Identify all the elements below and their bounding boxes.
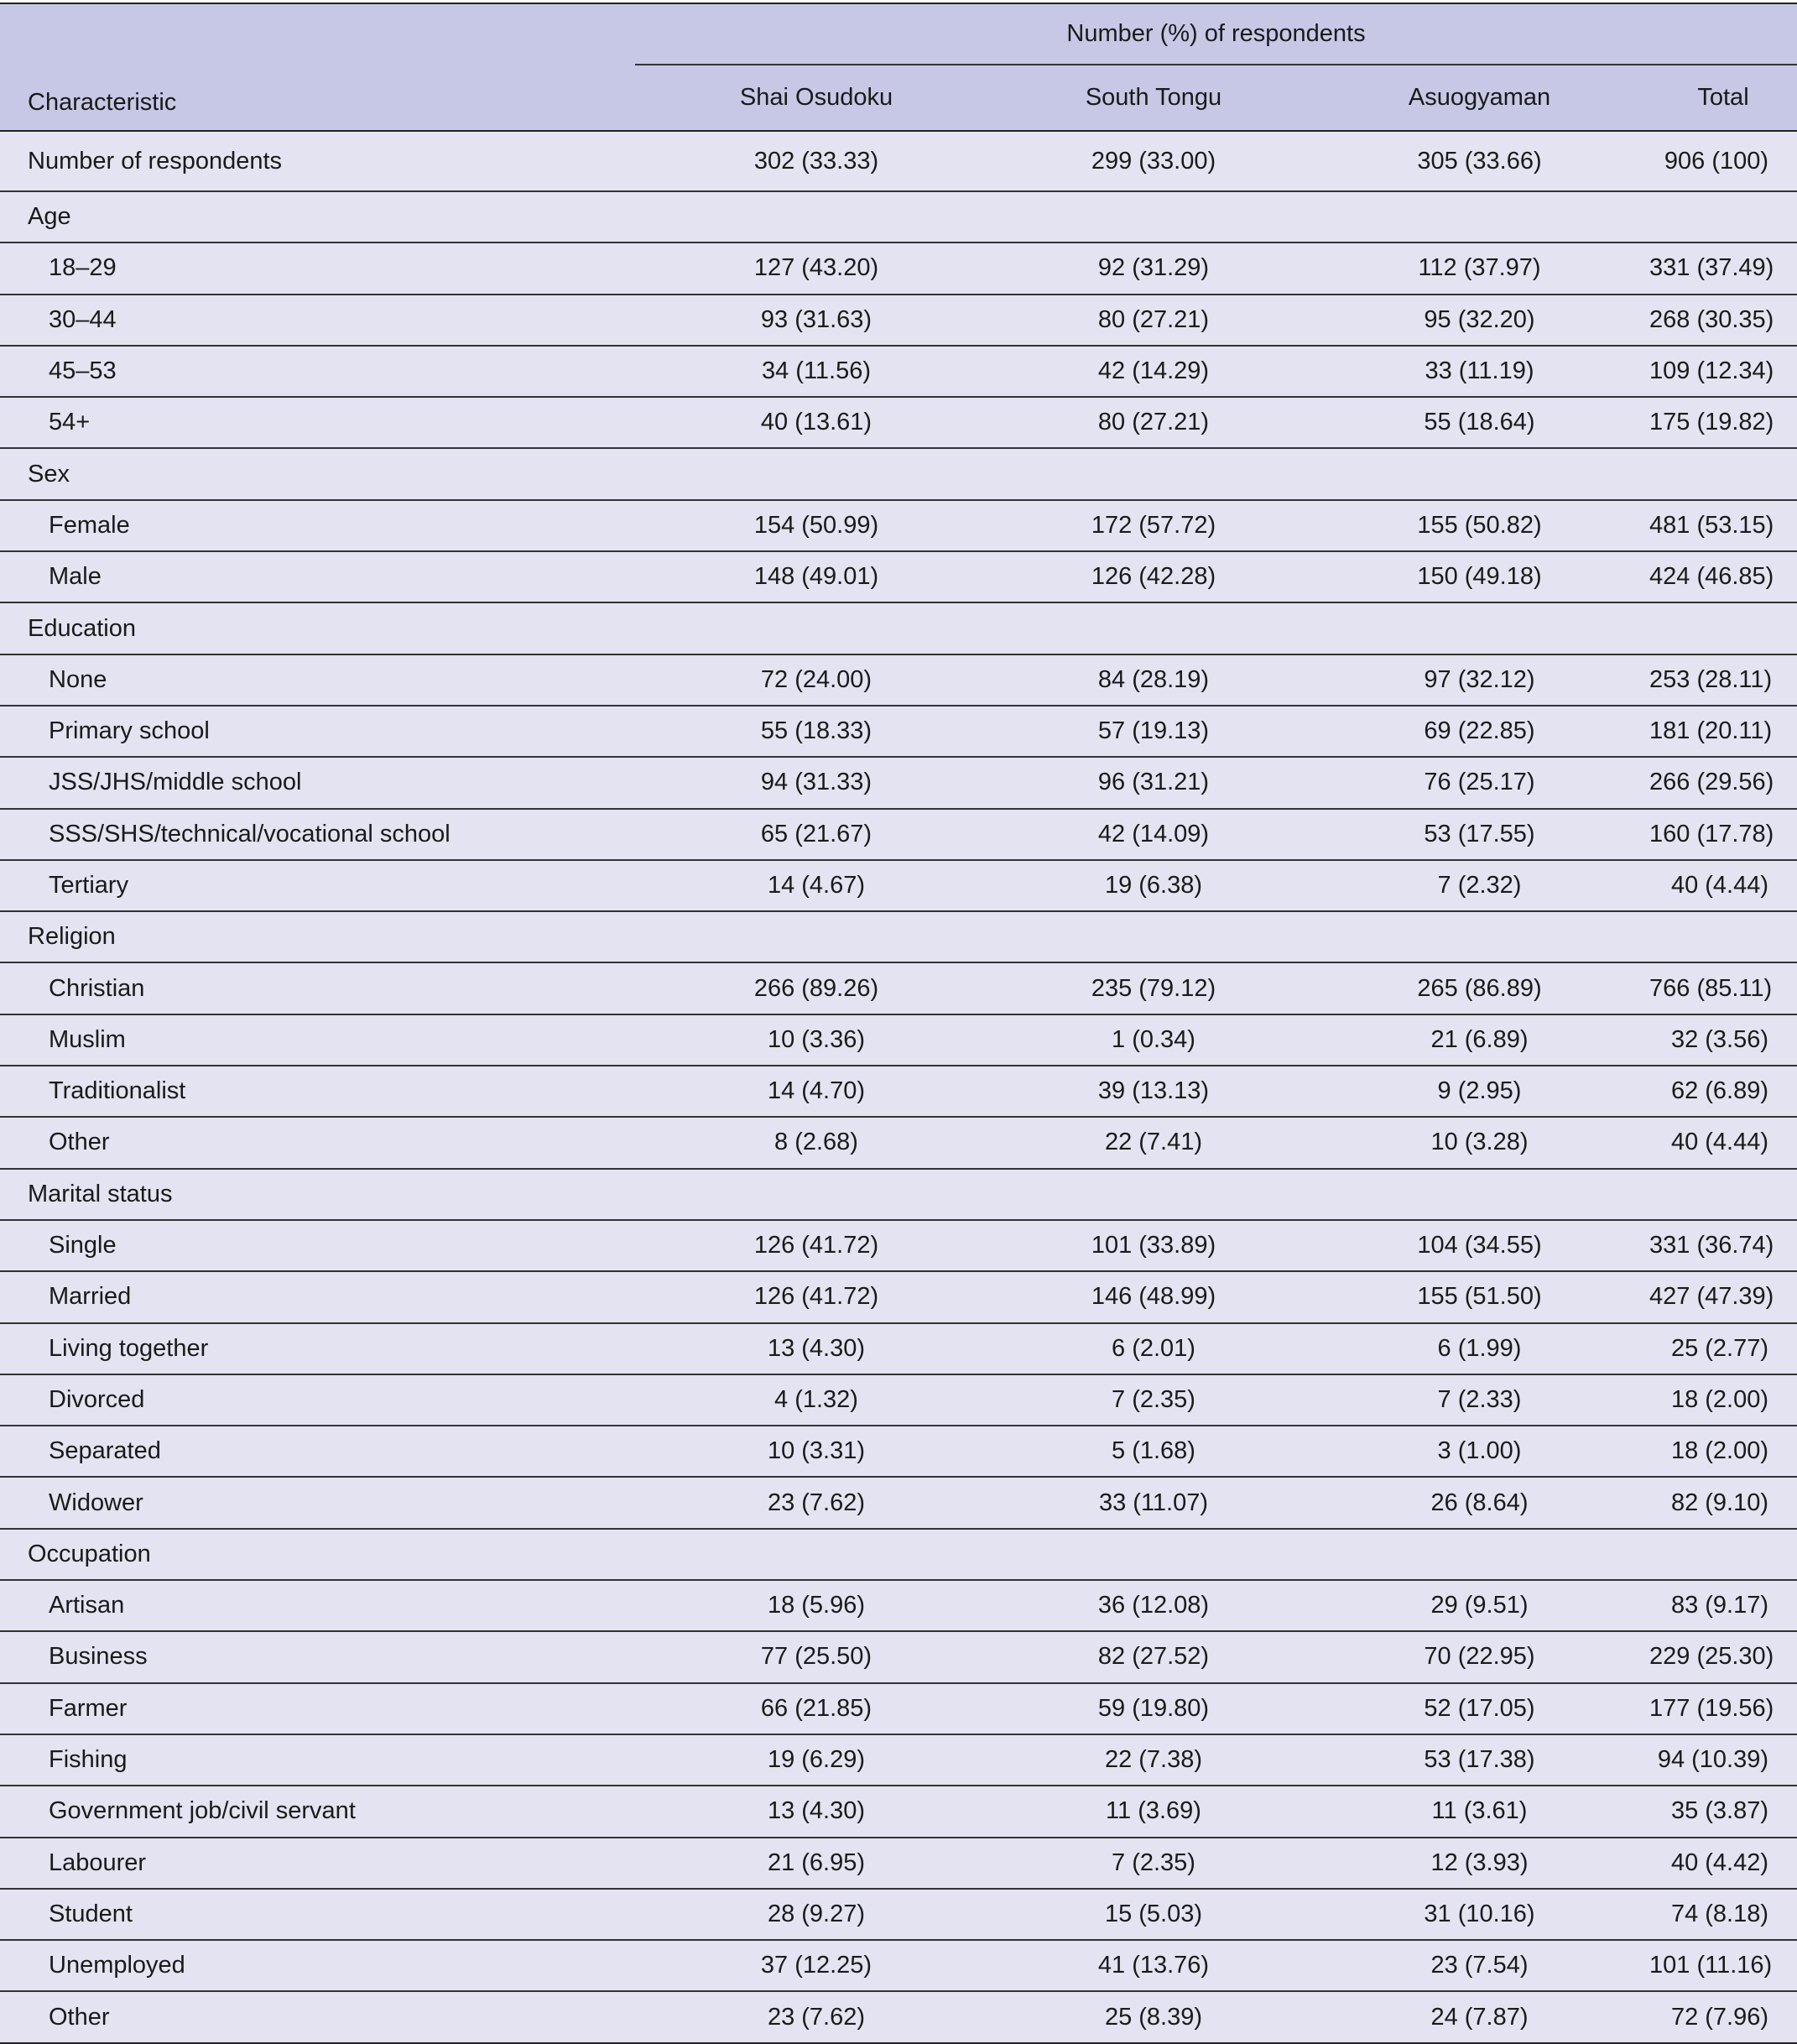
shai-osudoku-cell: 19 (6.29) bbox=[635, 1734, 997, 1786]
table-row bbox=[0, 131, 1797, 191]
row-label: 18–29 bbox=[0, 242, 635, 294]
asuogyaman-cell: 155 (50.82) bbox=[1310, 500, 1649, 551]
shai-osudoku-cell: 154 (50.99) bbox=[635, 500, 997, 551]
table-header bbox=[0, 3, 1797, 131]
south-tongu-cell: 42 (14.29) bbox=[997, 346, 1310, 397]
asuogyaman-cell bbox=[1310, 602, 1649, 654]
table-row bbox=[0, 654, 1797, 706]
shai-osudoku-cell: 10 (3.36) bbox=[635, 1014, 997, 1066]
shai-osudoku-cell: 94 (31.33) bbox=[635, 757, 997, 808]
column-header-asuogyaman: Asuogyaman bbox=[1408, 84, 1551, 111]
table-row bbox=[0, 1838, 1797, 1889]
total-cell: 72 (7.96) bbox=[1649, 1991, 1797, 2042]
asuogyaman-cell: 33 (11.19) bbox=[1310, 346, 1649, 397]
shai-osudoku-cell: 14 (4.70) bbox=[635, 1066, 997, 1117]
south-tongu-cell: 80 (27.21) bbox=[997, 295, 1310, 346]
row-label: Other bbox=[0, 1991, 635, 2042]
table-row bbox=[0, 1477, 1797, 1528]
south-tongu-cell bbox=[997, 911, 1310, 962]
table-row bbox=[0, 860, 1797, 911]
table-row bbox=[0, 1426, 1797, 1477]
total-cell: 906 (100) bbox=[1664, 147, 1769, 175]
total-cell: 177 (19.56) bbox=[1649, 1683, 1797, 1734]
south-tongu-cell: 82 (27.52) bbox=[997, 1631, 1310, 1682]
south-tongu-cell: 80 (27.21) bbox=[997, 397, 1310, 448]
row-label: 45–53 bbox=[0, 346, 635, 397]
asuogyaman-cell: 150 (49.18) bbox=[1310, 551, 1649, 602]
south-tongu-cell: 101 (33.89) bbox=[997, 1220, 1310, 1271]
total-cell: 94 (10.39) bbox=[1649, 1734, 1797, 1786]
shai-osudoku-cell: 65 (21.67) bbox=[635, 809, 997, 860]
total-cell: 175 (19.82) bbox=[1649, 397, 1797, 448]
total-cell: 160 (17.78) bbox=[1649, 809, 1797, 860]
total-cell bbox=[1649, 191, 1797, 242]
shai-osudoku-cell: 126 (41.72) bbox=[635, 1271, 997, 1322]
asuogyaman-cell: 112 (37.97) bbox=[1310, 242, 1649, 294]
asuogyaman-cell: 31 (10.16) bbox=[1310, 1889, 1649, 1940]
asuogyaman-cell: 76 (25.17) bbox=[1310, 757, 1649, 808]
asuogyaman-cell bbox=[1310, 448, 1649, 499]
row-label: Farmer bbox=[0, 1683, 635, 1734]
asuogyaman-cell: 24 (7.87) bbox=[1310, 1991, 1649, 2042]
category-label: Occupation bbox=[0, 1529, 635, 1580]
total-cell: 181 (20.11) bbox=[1649, 706, 1797, 757]
row-label: Female bbox=[0, 500, 635, 551]
table-row bbox=[0, 397, 1797, 448]
table-row bbox=[0, 551, 1797, 602]
row-label: Widower bbox=[0, 1477, 635, 1528]
south-tongu-cell: 57 (19.13) bbox=[997, 706, 1310, 757]
table-row bbox=[0, 242, 1797, 294]
row-label: 30–44 bbox=[0, 295, 635, 346]
asuogyaman-cell: 7 (2.32) bbox=[1310, 860, 1649, 911]
row-label: JSS/JHS/middle school bbox=[0, 757, 635, 808]
total-cell: 83 (9.17) bbox=[1649, 1580, 1797, 1631]
asuogyaman-cell bbox=[1310, 1529, 1649, 1580]
shai-osudoku-cell: 34 (11.56) bbox=[635, 346, 997, 397]
row-label: Male bbox=[0, 551, 635, 602]
row-label: None bbox=[0, 654, 635, 706]
asuogyaman-cell: 10 (3.28) bbox=[1310, 1117, 1649, 1168]
shai-osudoku-cell: 13 (4.30) bbox=[635, 1323, 997, 1374]
total-cell: 229 (25.30) bbox=[1649, 1631, 1797, 1682]
asuogyaman-cell: 53 (17.38) bbox=[1310, 1734, 1649, 1786]
south-tongu-cell: 126 (42.28) bbox=[997, 551, 1310, 602]
shai-osudoku-cell: 55 (18.33) bbox=[635, 706, 997, 757]
row-label: Student bbox=[0, 1889, 635, 1940]
total-cell: 109 (12.34) bbox=[1649, 346, 1797, 397]
south-tongu-cell bbox=[997, 602, 1310, 654]
south-tongu-cell: 19 (6.38) bbox=[997, 860, 1310, 911]
shai-osudoku-cell: 148 (49.01) bbox=[635, 551, 997, 602]
category-row bbox=[0, 191, 1797, 242]
shai-osudoku-cell: 266 (89.26) bbox=[635, 962, 997, 1014]
table-row bbox=[0, 1889, 1797, 1940]
shai-osudoku-cell bbox=[635, 1169, 997, 1220]
category-row bbox=[0, 602, 1797, 654]
south-tongu-cell: 59 (19.80) bbox=[997, 1683, 1310, 1734]
table-row bbox=[0, 1631, 1797, 1682]
shai-osudoku-cell bbox=[635, 448, 997, 499]
asuogyaman-cell bbox=[1310, 191, 1649, 242]
asuogyaman-cell: 70 (22.95) bbox=[1310, 1631, 1649, 1682]
shai-osudoku-cell: 4 (1.32) bbox=[635, 1374, 997, 1426]
row-label: Divorced bbox=[0, 1374, 635, 1426]
total-cell: 101 (11.16) bbox=[1649, 1940, 1797, 1991]
table-row bbox=[0, 1117, 1797, 1168]
asuogyaman-cell: 3 (1.00) bbox=[1310, 1426, 1649, 1477]
south-tongu-cell: 33 (11.07) bbox=[997, 1477, 1310, 1528]
row-label: Primary school bbox=[0, 706, 635, 757]
total-cell: 266 (29.56) bbox=[1649, 757, 1797, 808]
table-row bbox=[0, 1940, 1797, 1991]
shai-osudoku-cell: 126 (41.72) bbox=[635, 1220, 997, 1271]
shai-osudoku-cell bbox=[635, 602, 997, 654]
total-cell: 18 (2.00) bbox=[1649, 1426, 1797, 1477]
shai-osudoku-cell: 14 (4.67) bbox=[635, 860, 997, 911]
south-tongu-cell: 25 (8.39) bbox=[997, 1991, 1310, 2042]
south-tongu-cell bbox=[997, 448, 1310, 499]
total-cell: 74 (8.18) bbox=[1649, 1889, 1797, 1940]
table-row bbox=[0, 1734, 1797, 1786]
category-row bbox=[0, 911, 1797, 962]
asuogyaman-cell: 305 (33.66) bbox=[1417, 147, 1542, 175]
total-cell bbox=[1649, 911, 1797, 962]
asuogyaman-cell: 55 (18.64) bbox=[1310, 397, 1649, 448]
shai-osudoku-cell: 302 (33.33) bbox=[753, 147, 879, 175]
total-cell: 25 (2.77) bbox=[1649, 1323, 1797, 1374]
row-label: Artisan bbox=[0, 1580, 635, 1631]
asuogyaman-cell: 95 (32.20) bbox=[1310, 295, 1649, 346]
asuogyaman-cell: 155 (51.50) bbox=[1310, 1271, 1649, 1322]
table-row bbox=[0, 1271, 1797, 1322]
asuogyaman-cell: 9 (2.95) bbox=[1310, 1066, 1649, 1117]
south-tongu-cell: 1 (0.34) bbox=[997, 1014, 1310, 1066]
asuogyaman-cell: 53 (17.55) bbox=[1310, 809, 1649, 860]
header-row-columns bbox=[0, 65, 1797, 131]
row-label: Labourer bbox=[0, 1838, 635, 1889]
south-tongu-cell: 92 (31.29) bbox=[997, 242, 1310, 294]
total-cell: 40 (4.44) bbox=[1649, 860, 1797, 911]
row-label: Fishing bbox=[0, 1734, 635, 1786]
shai-osudoku-cell bbox=[635, 1529, 997, 1580]
characteristic-header: Characteristic bbox=[28, 89, 177, 116]
total-cell: 40 (4.42) bbox=[1649, 1838, 1797, 1889]
south-tongu-cell: 7 (2.35) bbox=[997, 1838, 1310, 1889]
row-label: Number of respondents bbox=[28, 147, 283, 175]
table-row bbox=[0, 706, 1797, 757]
category-label: Marital status bbox=[0, 1169, 635, 1220]
shai-osudoku-cell: 8 (2.68) bbox=[635, 1117, 997, 1168]
south-tongu-cell: 235 (79.12) bbox=[997, 962, 1310, 1014]
south-tongu-cell bbox=[997, 1169, 1310, 1220]
table-row bbox=[0, 1786, 1797, 1837]
row-label: Government job/civil servant bbox=[0, 1786, 635, 1837]
shai-osudoku-cell: 28 (9.27) bbox=[635, 1889, 997, 1940]
shai-osudoku-cell: 23 (7.62) bbox=[635, 1477, 997, 1528]
table-row bbox=[0, 1683, 1797, 1734]
shai-osudoku-cell: 93 (31.63) bbox=[635, 295, 997, 346]
total-cell: 32 (3.56) bbox=[1649, 1014, 1797, 1066]
south-tongu-cell: 11 (3.69) bbox=[997, 1786, 1310, 1837]
asuogyaman-cell: 97 (32.12) bbox=[1310, 654, 1649, 706]
asuogyaman-cell: 12 (3.93) bbox=[1310, 1838, 1649, 1889]
shai-osudoku-cell: 72 (24.00) bbox=[635, 654, 997, 706]
table-row bbox=[0, 1580, 1797, 1631]
column-header-south-tongu: South Tongu bbox=[1085, 84, 1222, 111]
asuogyaman-cell: 52 (17.05) bbox=[1310, 1683, 1649, 1734]
total-cell: 427 (47.39) bbox=[1649, 1271, 1797, 1322]
asuogyaman-cell bbox=[1310, 1169, 1649, 1220]
south-tongu-cell bbox=[997, 1529, 1310, 1580]
south-tongu-cell: 299 (33.00) bbox=[1091, 147, 1216, 175]
category-label: Religion bbox=[0, 911, 635, 962]
south-tongu-cell: 39 (13.13) bbox=[997, 1066, 1310, 1117]
south-tongu-cell: 41 (13.76) bbox=[997, 1940, 1310, 1991]
total-cell bbox=[1649, 1169, 1797, 1220]
south-tongu-cell: 15 (5.03) bbox=[997, 1889, 1310, 1940]
total-cell: 766 (85.11) bbox=[1649, 962, 1797, 1014]
total-cell: 18 (2.00) bbox=[1649, 1374, 1797, 1426]
total-cell: 35 (3.87) bbox=[1649, 1786, 1797, 1837]
shai-osudoku-cell: 127 (43.20) bbox=[635, 242, 997, 294]
asuogyaman-cell: 6 (1.99) bbox=[1310, 1323, 1649, 1374]
header-blank-cell bbox=[0, 3, 635, 65]
shai-osudoku-cell: 18 (5.96) bbox=[635, 1580, 997, 1631]
asuogyaman-cell: 11 (3.61) bbox=[1310, 1786, 1649, 1837]
table-body bbox=[0, 131, 1797, 2043]
table-row bbox=[0, 1323, 1797, 1374]
total-cell: 62 (6.89) bbox=[1649, 1066, 1797, 1117]
asuogyaman-cell: 23 (7.54) bbox=[1310, 1940, 1649, 1991]
asuogyaman-cell bbox=[1310, 911, 1649, 962]
asuogyaman-cell: 7 (2.33) bbox=[1310, 1374, 1649, 1426]
asuogyaman-cell: 265 (86.89) bbox=[1310, 962, 1649, 1014]
table-row bbox=[0, 1374, 1797, 1426]
total-cell: 331 (36.74) bbox=[1649, 1220, 1797, 1271]
south-tongu-cell: 42 (14.09) bbox=[997, 809, 1310, 860]
table-row bbox=[0, 1014, 1797, 1066]
south-tongu-cell: 22 (7.41) bbox=[997, 1117, 1310, 1168]
row-label: Other bbox=[0, 1117, 635, 1168]
shai-osudoku-cell: 40 (13.61) bbox=[635, 397, 997, 448]
shai-osudoku-cell bbox=[635, 191, 997, 242]
shai-osudoku-cell: 66 (21.85) bbox=[635, 1683, 997, 1734]
respondent-characteristics-table bbox=[0, 3, 1797, 2044]
total-cell: 481 (53.15) bbox=[1649, 500, 1797, 551]
table-row bbox=[0, 295, 1797, 346]
shai-osudoku-cell: 21 (6.95) bbox=[635, 1838, 997, 1889]
row-label: Married bbox=[0, 1271, 635, 1322]
category-row bbox=[0, 448, 1797, 499]
column-header-total: Total bbox=[1697, 84, 1749, 111]
total-cell bbox=[1649, 1529, 1797, 1580]
respondents-group-header: Number (%) of respondents bbox=[635, 3, 1797, 65]
total-cell: 331 (37.49) bbox=[1649, 242, 1797, 294]
row-label: Separated bbox=[0, 1426, 635, 1477]
total-cell: 268 (30.35) bbox=[1649, 295, 1797, 346]
south-tongu-cell: 146 (48.99) bbox=[997, 1271, 1310, 1322]
table-row bbox=[0, 809, 1797, 860]
asuogyaman-cell: 69 (22.85) bbox=[1310, 706, 1649, 757]
south-tongu-cell: 84 (28.19) bbox=[997, 654, 1310, 706]
total-cell: 40 (4.44) bbox=[1649, 1117, 1797, 1168]
column-header-shai-osudoku: Shai Osudoku bbox=[739, 84, 893, 111]
south-tongu-cell: 172 (57.72) bbox=[997, 500, 1310, 551]
table-row bbox=[0, 500, 1797, 551]
category-label: Age bbox=[0, 191, 635, 242]
asuogyaman-cell: 26 (8.64) bbox=[1310, 1477, 1649, 1528]
shai-osudoku-cell bbox=[635, 911, 997, 962]
row-label: Business bbox=[0, 1631, 635, 1682]
asuogyaman-cell: 21 (6.89) bbox=[1310, 1014, 1649, 1066]
south-tongu-cell: 96 (31.21) bbox=[997, 757, 1310, 808]
row-label: Muslim bbox=[0, 1014, 635, 1066]
south-tongu-cell: 7 (2.35) bbox=[997, 1374, 1310, 1426]
table-row bbox=[0, 1066, 1797, 1117]
row-label: Living together bbox=[0, 1323, 635, 1374]
row-label: Tertiary bbox=[0, 860, 635, 911]
table-row bbox=[0, 962, 1797, 1014]
total-cell: 82 (9.10) bbox=[1649, 1477, 1797, 1528]
table-row bbox=[0, 757, 1797, 808]
row-label: Unemployed bbox=[0, 1940, 635, 1991]
asuogyaman-cell: 104 (34.55) bbox=[1310, 1220, 1649, 1271]
south-tongu-cell: 22 (7.38) bbox=[997, 1734, 1310, 1786]
shai-osudoku-cell: 77 (25.50) bbox=[635, 1631, 997, 1682]
category-row bbox=[0, 1529, 1797, 1580]
total-cell: 424 (46.85) bbox=[1649, 551, 1797, 602]
shai-osudoku-cell: 10 (3.31) bbox=[635, 1426, 997, 1477]
total-cell bbox=[1649, 448, 1797, 499]
south-tongu-cell: 6 (2.01) bbox=[997, 1323, 1310, 1374]
row-label: Single bbox=[0, 1220, 635, 1271]
row-label: SSS/SHS/technical/vocational school bbox=[0, 809, 635, 860]
south-tongu-cell bbox=[997, 191, 1310, 242]
row-label: Christian bbox=[0, 962, 635, 1014]
table-row bbox=[0, 1991, 1797, 2042]
header-row-group bbox=[0, 3, 1797, 65]
total-cell: 253 (28.11) bbox=[1649, 654, 1797, 706]
south-tongu-cell: 36 (12.08) bbox=[997, 1580, 1310, 1631]
table-row bbox=[0, 1220, 1797, 1271]
total-cell bbox=[1649, 602, 1797, 654]
shai-osudoku-cell: 37 (12.25) bbox=[635, 1940, 997, 1991]
south-tongu-cell: 5 (1.68) bbox=[997, 1426, 1310, 1477]
category-row bbox=[0, 1169, 1797, 1220]
asuogyaman-cell: 29 (9.51) bbox=[1310, 1580, 1649, 1631]
category-label: Education bbox=[0, 602, 635, 654]
row-label: Traditionalist bbox=[0, 1066, 635, 1117]
category-label: Sex bbox=[0, 448, 635, 499]
shai-osudoku-cell: 23 (7.62) bbox=[635, 1991, 997, 2042]
shai-osudoku-cell: 13 (4.30) bbox=[635, 1786, 997, 1837]
row-label: 54+ bbox=[0, 397, 635, 448]
table-row bbox=[0, 346, 1797, 397]
